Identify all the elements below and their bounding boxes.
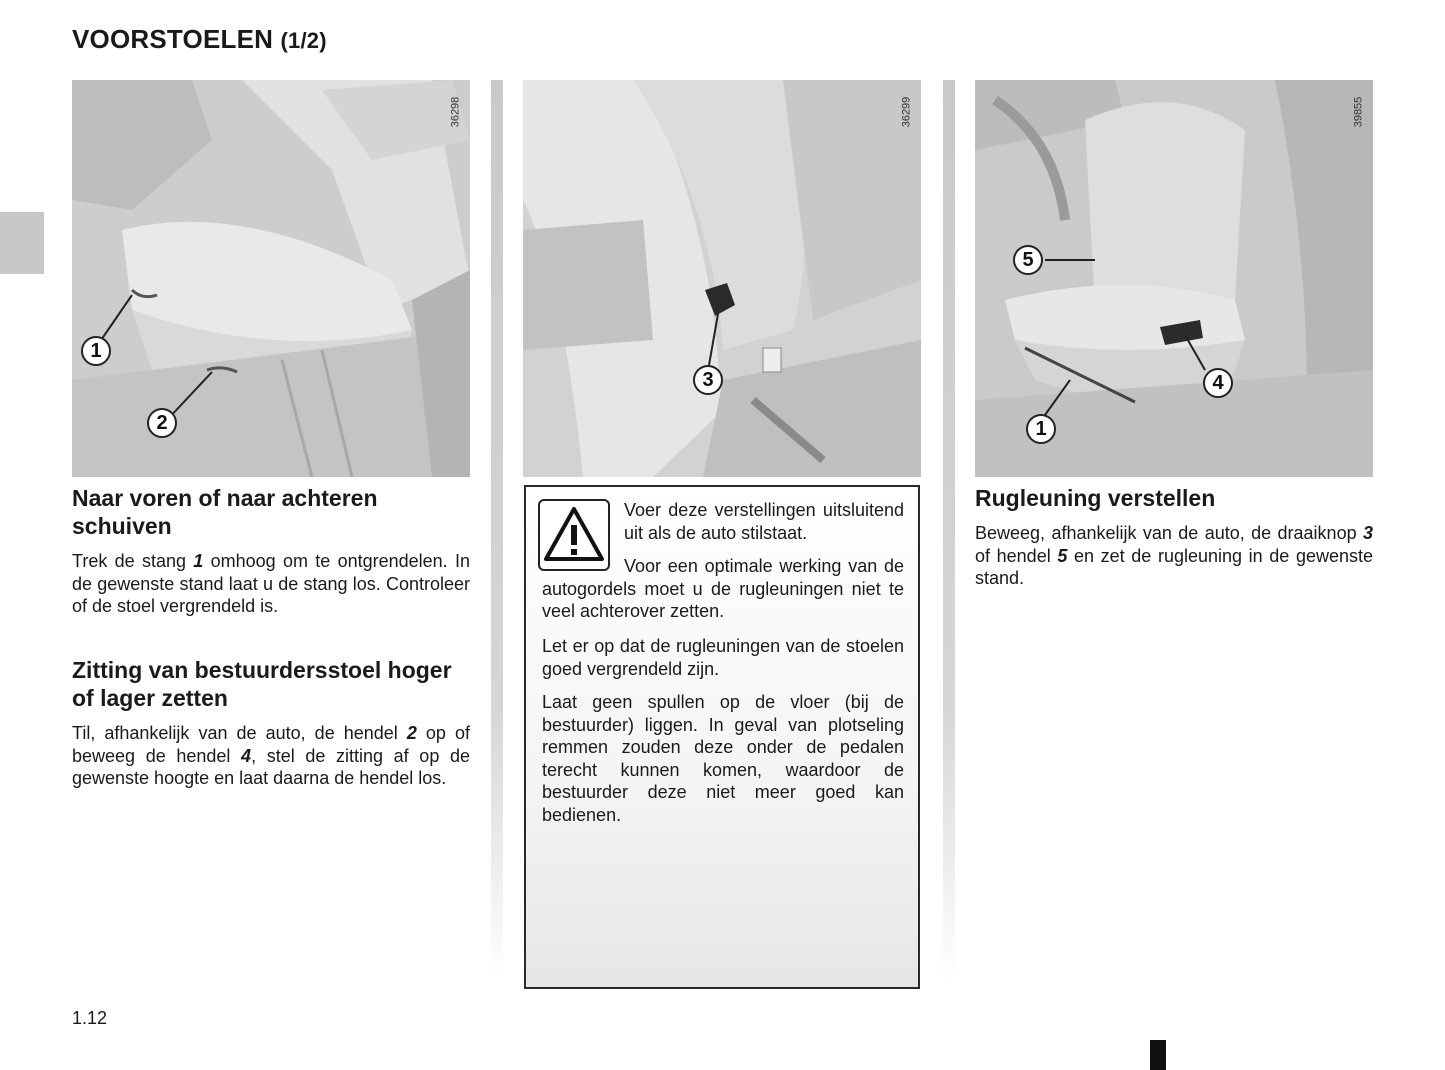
section-body-backrest (975, 522, 1373, 590)
page-title-part: (1/2) (280, 28, 327, 53)
reference-number: 4 (241, 745, 252, 766)
callout-1: 1 (1026, 414, 1056, 444)
body-text: en zet de rugleuning in de gewenste stand. (975, 545, 1373, 588)
reference-number: 3 (1362, 523, 1373, 543)
section-heading-height: Zitting van bestuurdersstoel hoger of lager zetten (72, 657, 452, 711)
end-of-section-mark (1150, 1040, 1166, 1070)
body-text: , stel de zitting af op de gewenste hoogte en laat daarna de hendel los. (72, 745, 470, 788)
figure-reference-number: 39855 (1352, 96, 1365, 128)
column-divider-left (491, 80, 503, 980)
figure-driver-seat (975, 80, 1373, 477)
section-body-height (72, 722, 470, 790)
section-heading-backrest: Rugleuning verstellen (975, 485, 1216, 511)
section-tab (0, 212, 44, 274)
figure-backrest-knob (523, 80, 921, 477)
section-body-slide (72, 550, 470, 618)
body-text: Beweeg, afhankelijk van de auto, de draaiknop (975, 523, 1363, 543)
page-title-main: VOORSTOELEN (72, 24, 274, 54)
body-text: Trek de stang (72, 551, 194, 571)
reference-number: 1 (193, 551, 204, 571)
callout-1: 1 (81, 336, 111, 366)
figure-reference-number: 36298 (449, 96, 462, 128)
figure-seat-slide (72, 80, 470, 477)
page-number: 1.12 (72, 1008, 108, 1028)
callout-4: 4 (1203, 368, 1233, 398)
body-text: omhoog om te ontgrendelen. In de gewenste stand laat u de stang los. Controleer of de stoel vergrendeld is. (72, 551, 470, 616)
warning-box (524, 485, 920, 989)
page-title (72, 24, 327, 55)
reference-number: 5 (1057, 545, 1068, 566)
body-text: Til, afhankelijk van de auto, de hendel (72, 723, 407, 743)
section-heading-slide: Naar voren of naar achteren schuiven (72, 485, 378, 539)
warning-text-4: Laat geen spullen op de vloer (bij de bestuurder) liggen. In geval van plotseling remmen zouden deze onder de pedalen terecht kunnen komen, waardoor de bestuurder deze niet meer goed kan bedienen. (542, 692, 904, 825)
callout-5: 5 (1013, 245, 1043, 275)
callout-2: 2 (147, 408, 177, 438)
warning-text-2: Voor een optimale werking van de autogordels moet u de rugleuningen niet te veel achterover zetten. (542, 556, 904, 621)
body-text: of hendel (975, 545, 1058, 566)
figure-reference-number: 36299 (900, 96, 913, 128)
body-text: op of beweeg de hendel (72, 723, 470, 766)
column-divider-right (943, 80, 955, 980)
warning-text-3: Let er op dat de rugleuningen van de stoelen goed vergrendeld zijn. (542, 636, 904, 679)
reference-number: 2 (406, 723, 417, 743)
warning-text-1: Voer deze verstellingen uitsluitend uit als de auto stilstaat. (624, 500, 904, 543)
callout-3: 3 (693, 365, 723, 395)
